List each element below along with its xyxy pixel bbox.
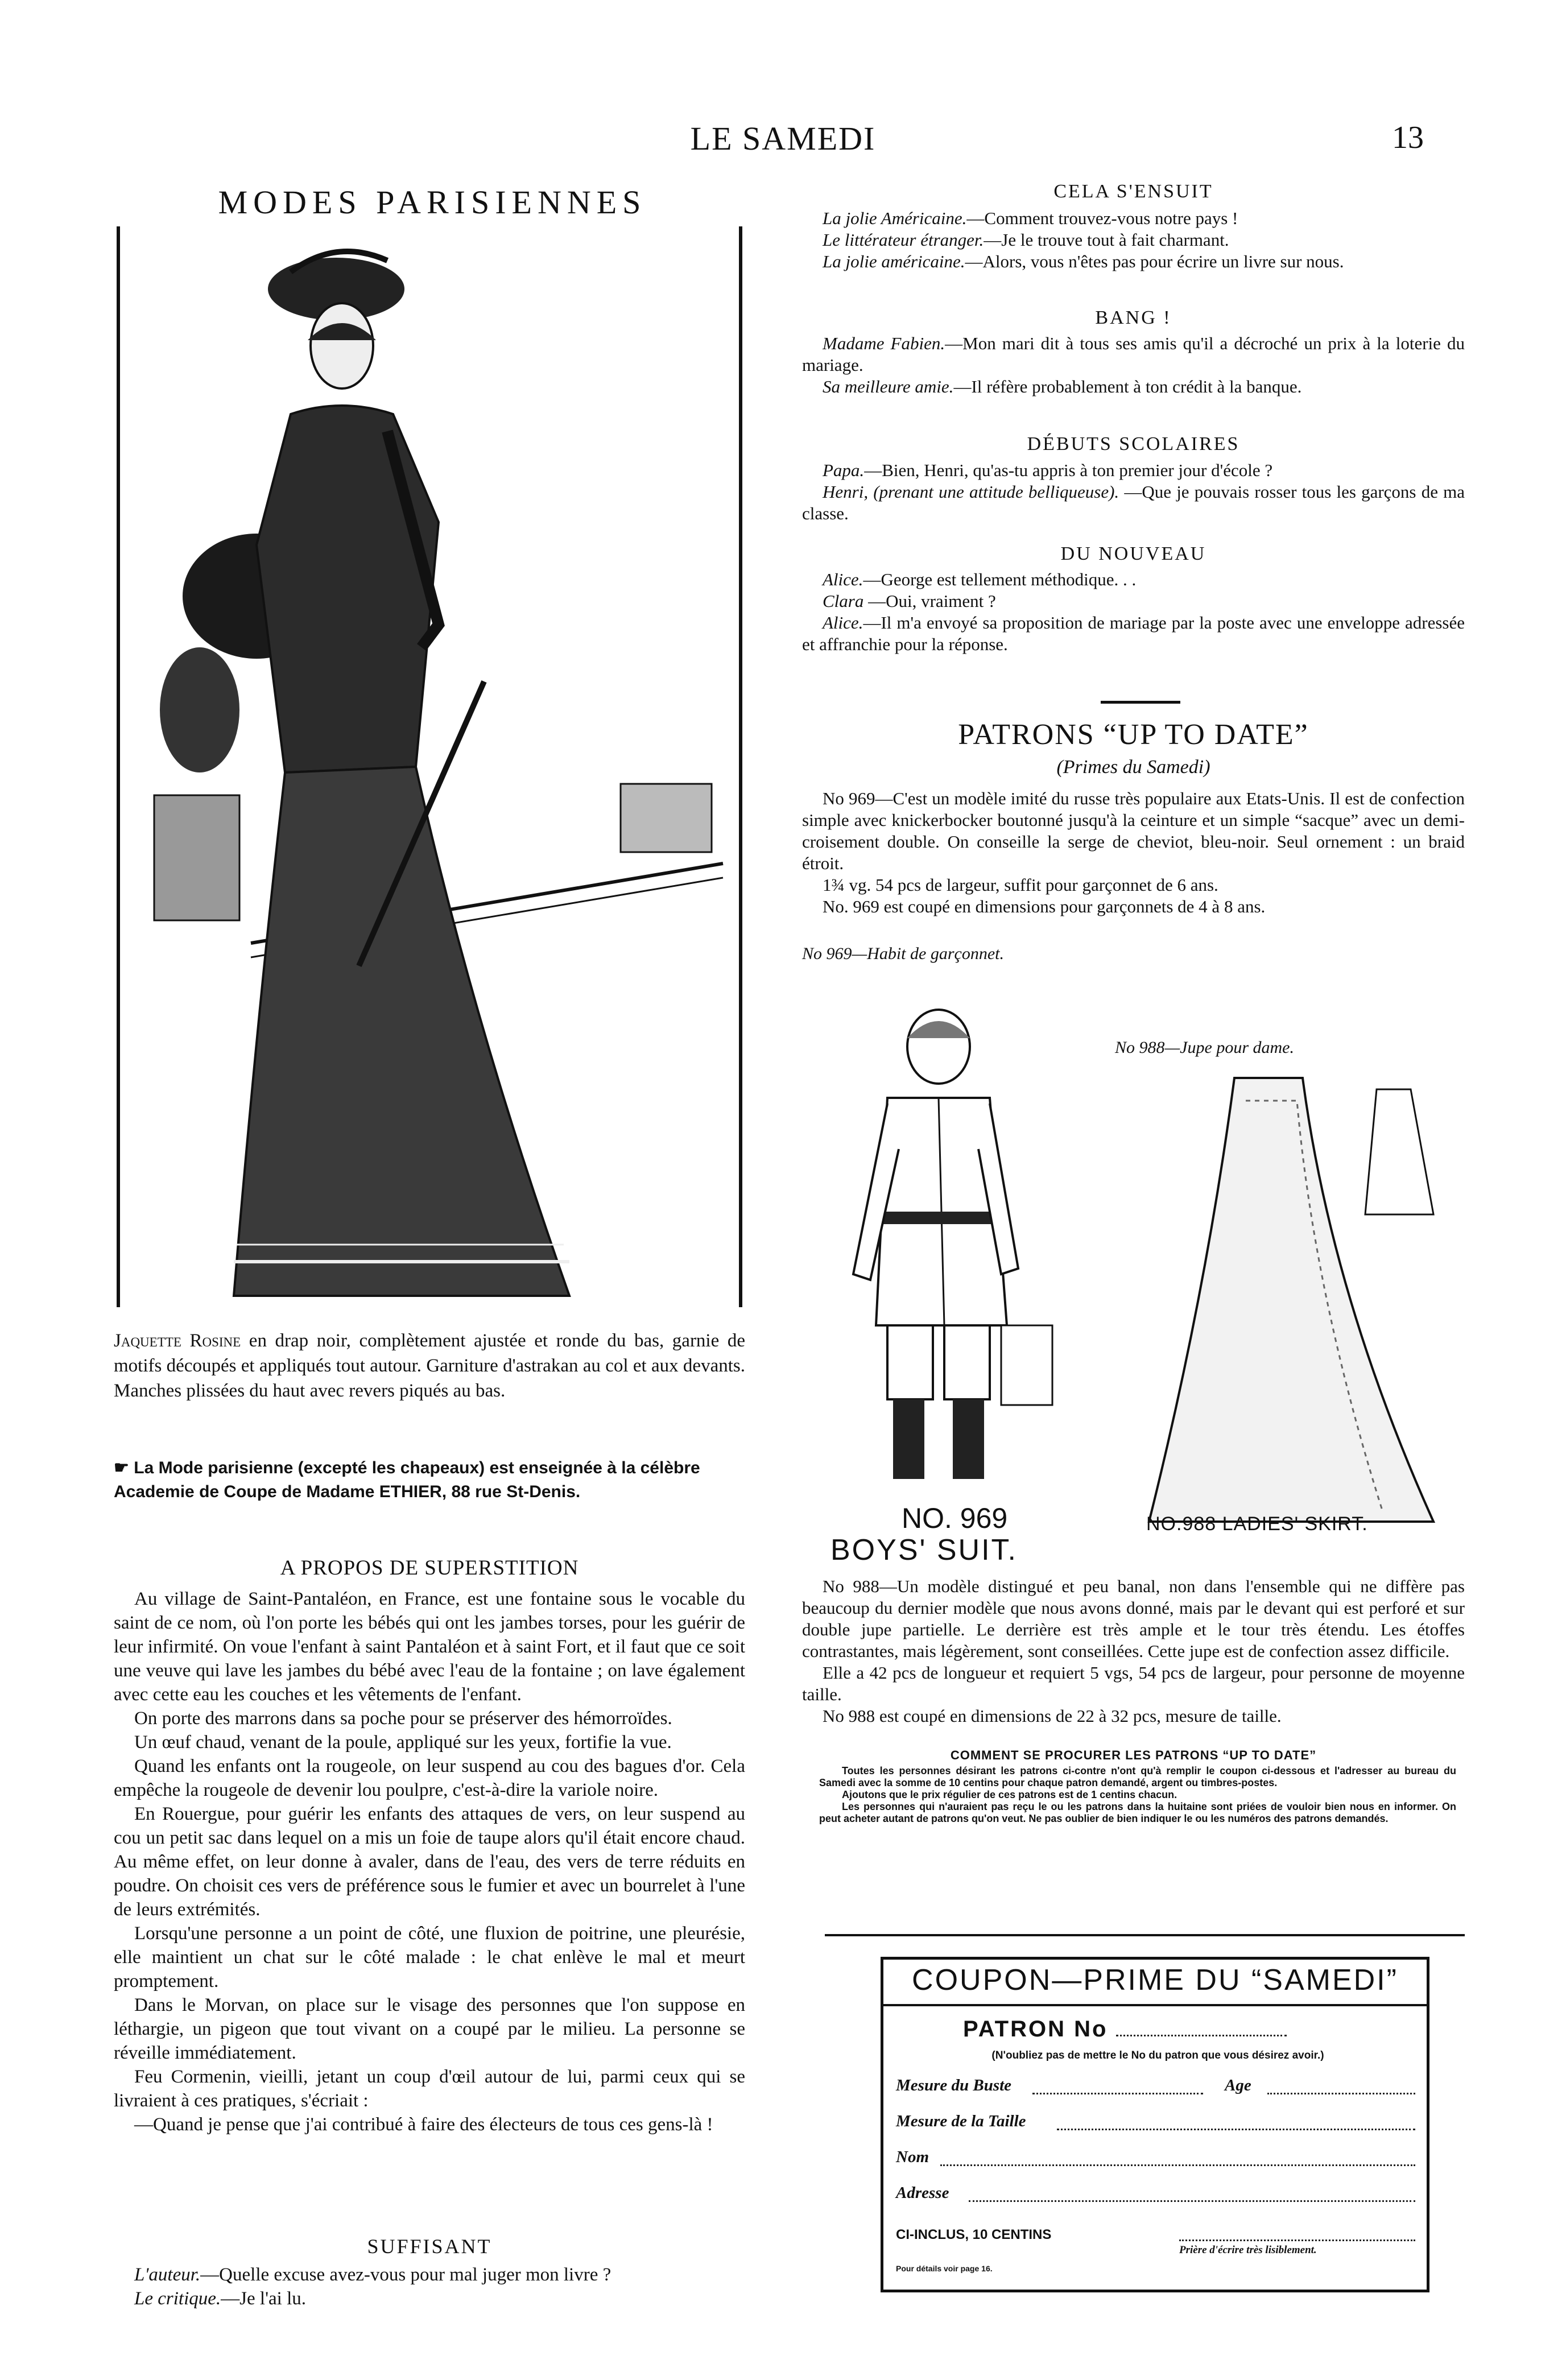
article-paragraph: Au village de Saint-Pantaléon, en France, est une fontaine sous le vocable du saint de ce nom, où l'on porte les bébés qui ont les jambes torses, pour les guérir de leur infirmité. On voue l'enfant à saint Pantaléon et à saint Fort, et il faut que ce soit une veuve qui lave les jambes du bébé avec l'eau de la fontaine ; on lave également avec cette eau les couches et les vêtements de l'enfant. [114,1589,745,1705]
dialogue-line [802,590,1465,612]
suffisant-joke [114,2263,745,2311]
comment-title: COMMENT SE PROCURER LES PATRONS “UP TO DATE” [950,1748,1317,1762]
nouveau-title: DU NOUVEAU [1060,543,1206,564]
dialogue-line [802,251,1465,272]
buste-field[interactable] [1032,2092,1203,2094]
speaker: La jolie américaine. [823,251,965,271]
nom-field[interactable] [940,2163,1415,2166]
patron-number-label [963,2017,1287,2042]
dialogue-line [114,2287,745,2311]
coupon-title: COUPON—PRIME DU “SAMEDI” [912,1964,1398,1997]
cela-title: CELA S'ENSUIT [1053,181,1213,202]
speaker: Alice. [823,569,863,589]
article-paragraph: Quand les enfants ont la rougeole, on leur suspend au cou des bagues d'or. Cela empêche la rougeole de devenir lou poulpre, c'est-à-dire la variole noire. [114,1756,745,1800]
instruction-paragraph: Les personnes qui n'auraient pas reçu le ou les patrons dans la huitaine sont priées de vouloir bien nous en informer. On peut acheter autant de patrons qu'on veut. Ne pas oublier de bien indiquer le ou les numéros des patrons demandés. [819,1801,1456,1824]
ladies-skirt-label: NO.988 LADIES' SKIRT. [1146,1513,1368,1535]
dialogue-line [802,333,1465,376]
bang-joke [802,333,1465,398]
line-text: —Je l'ai lu. [221,2288,306,2309]
skirt-drawing [1115,1067,1490,1544]
no988-description [802,1576,1465,1727]
boys-suit-illustration [830,1007,1069,1490]
bang-title: BANG ! [1095,307,1172,328]
coupon-title-rule [883,2004,1427,2006]
boys-suit-label: BOYS' SUIT. [830,1534,1018,1567]
dialogue-line [802,376,1465,398]
ladies-skirt-illustration [1115,1067,1490,1544]
academie-notice [114,1456,745,1504]
comment-instructions [819,1765,1456,1825]
age-field[interactable] [1267,2092,1415,2094]
article-paragraph: Dans le Morvan, on place sur le visage des personnes que l'on suppose en léthargie, un pigeon que tout vivant on a coupé par le milieu. La personne se réveille immédiatement. [114,1995,745,2063]
article-paragraph: On porte des marrons dans sa poche pour se préserver des hémorroïdes. [134,1708,672,1729]
line-text: —Je le trouve tout à fait charmant. [984,230,1229,250]
speaker: Le littérateur étranger. [823,230,984,250]
article-paragraph: Lorsqu'une personne a un point de côté, une fluxion de poitrine, une pleurésie, elle maintient un chat sur le côté malade : le chat enlève le mal et meurt promptement. [114,1923,745,1991]
debuts-title: DÉBUTS SCOLAIRES [1027,433,1240,454]
line-text: —Comment trouvez-vous notre pays ! [966,208,1238,228]
debuts-joke [802,460,1465,524]
patron-paragraph: No. 969 est coupé en dimensions pour garçonnets de 4 à 8 ans. [823,896,1266,916]
patrons-subtitle: (Primes du Samedi) [1056,757,1210,778]
caption-lead: Jaquette Rosine [114,1331,241,1351]
nouveau-joke [802,569,1465,655]
article-paragraph: Feu Cormenin, vieilli, jetant un coup d'œil autour de lui, parmi ceux qui se livraient à ces pratiques, s'écriait : [114,2067,745,2111]
illustration-caption [114,1328,745,1403]
patron-paragraph: No 988—Un modèle distingué et peu banal, non dans l'ensemble qui ne diffère pas beaucoup du dernier modèle que nous avons donné, mais par le devant qui est perforé et sur double jupe partielle. Le derrière est très ample et le tour très étendu. Les étoffes contrastantes, mais légèrement, sont conseillées. Cette jupe est de confection assez difficile. [802,1576,1465,1661]
speaker: Sa meilleure amie. [823,377,954,396]
speaker: La jolie Américaine. [823,208,967,228]
fig-988-caption: No 988—Jupe pour dame. [1115,1038,1294,1057]
superstition-article [114,1587,745,2137]
line-text: —Oui, vraiment ? [863,591,996,611]
instruction-paragraph: Toutes les personnes désirant les patrons ci-contre n'ont qu'à remplir le coupon ci-dessous et l'adresser au bureau du Samedi avec la somme de 10 centins pour chaque patron demandé, argent ou timbres-postes. [819,1765,1456,1788]
priere-note: Prière d'écrire très lisiblement. [1179,2244,1317,2256]
fashion-illustration [117,226,742,1307]
dialogue-line [802,612,1465,655]
line-text: —Il réfère probablement à ton crédit à la banque. [953,377,1302,396]
superstition-title: A PROPOS DE SUPERSTITION [280,1556,579,1580]
taille-field[interactable] [1057,2127,1415,2130]
patron-paragraph: No 969—C'est un modèle imité du russe très populaire aux Etats-Unis. Il est de confection simple avec knickerbocker boutonné jusqu'à la ceinture et un simple “sacque” avec un demi-croisement double. On conseille la serge de cheviot, bleu-noir. Seul ornement : un braid étroit. [802,788,1465,873]
pointing-hand-icon: ☛ [114,1458,129,1477]
patron-number-field[interactable] [1116,2018,1287,2036]
line-text: —Bien, Henri, qu'as-tu appris à ton premier jour d'école ? [864,460,1273,480]
dialogue-line [802,229,1465,251]
line-text: —Alors, vous n'êtes pas pour écrire un livre sur nous. [965,251,1344,271]
coupon-divider [825,1934,1465,1936]
article-paragraph: —Quand je pense que j'ai contribué à faire des électeurs de tous ces gens-là ! [134,2114,713,2135]
speaker: Papa. [823,460,865,480]
article-paragraph: Un œuf chaud, venant de la poule, appliqué sur les yeux, fortifie la vue. [134,1732,672,1753]
patrons-description [802,788,1465,918]
taille-label: Mesure de la Taille [896,2112,1026,2130]
signature-field[interactable] [1179,2238,1415,2241]
fig-969-caption: No 969—Habit de garçonnet. [802,944,1004,963]
buste-label: Mesure du Buste [896,2076,1012,2094]
coupon-form [881,1957,1429,2292]
details-note: Pour détails voir page 16. [896,2264,993,2273]
modes-title: MODES PARISIENNES [218,184,647,221]
masthead: LE SAMEDI [690,120,876,157]
boy-figure-drawing [830,1007,1069,1490]
speaker: Alice. [823,613,863,633]
caption-text: en drap noir, complètement ajustée et ronde du bas, garnie de motifs découpés et appliqués tout autour. Garniture d'astrakan au col et aux devants. Manches plissées du haut avec revers piqués au bas. [114,1331,745,1401]
adresse-label: Adresse [896,2184,949,2202]
ci-inclus-label: CI-INCLUS, 10 CENTINS [896,2227,1052,2242]
dialogue-line [802,481,1465,524]
patron-number-text: PATRON No [963,2017,1108,2042]
dialogue-line [114,2263,745,2287]
speaker: Clara [823,591,864,611]
patron-note: (N'oubliez pas de mettre le No du patron que vous désirez avoir.) [991,2050,1324,2061]
speaker: Madame Fabien. [823,333,945,353]
suffisant-title: SUFFISANT [367,2235,492,2258]
speaker: L'auteur. [134,2265,201,2285]
instruction-paragraph: Ajoutons que le prix régulier de ces patrons est de 1 centins chacun. [842,1789,1177,1800]
age-label: Age [1225,2076,1251,2094]
patron-paragraph: No 988 est coupé en dimensions de 22 à 32 pcs, mesure de taille. [823,1706,1282,1726]
speaker: Henri, (prenant une attitude belliqueuse). [823,482,1119,502]
dialogue-line [802,460,1465,481]
patron-paragraph: 1¾ vg. 54 pcs de largeur, suffit pour garçonnet de 6 ans. [823,875,1218,895]
academie-text: La Mode parisienne (excepté les chapeaux) est enseignée à la célèbre Academie de Coupe de Madame ETHIER, 88 rue St-Denis. [114,1458,700,1501]
patrons-title: PATRONS “UP TO DATE” [958,718,1309,751]
boys-suit-number: NO. 969 [902,1502,1008,1534]
line-text: —Que je pouvais rosser tous les garçons de ma classe. [802,482,1465,523]
speaker: Le critique. [134,2288,221,2309]
woman-figure-illustration [120,226,739,1307]
dialogue-line [802,208,1465,229]
page-number: 13 [1392,120,1424,155]
nom-label: Nom [896,2148,929,2166]
cela-joke [802,208,1465,272]
patron-paragraph: Elle a 42 pcs de longueur et requiert 5 vgs, 54 pcs de largeur, pour personne de moyenne taille. [802,1663,1465,1704]
dialogue-line [802,569,1465,590]
line-text: —George est tellement méthodique. . . [863,569,1137,589]
line-text: —Il m'a envoyé sa proposition de mariage par la poste avec une enveloppe adressée et affranchie pour la réponse. [802,613,1465,654]
line-text: —Quelle excuse avez-vous pour mal juger mon livre ? [200,2265,611,2285]
adresse-field[interactable] [969,2199,1415,2202]
section-divider [1101,701,1180,704]
line-text: —Mon mari dit à tous ses amis qu'il a décroché un prix à la loterie du mariage. [802,333,1465,375]
article-paragraph: En Rouergue, pour guérir les enfants des attaques de vers, on leur suspend au cou un petit sac dans lequel on a mis un foie de taupe alors qu'il était encore chaud. Au même effet, on leur donne à avaler, dans de l'eau, des vers de terre réduits en poudre. On choisit ces vers de préférence sous le fumier et avec un bourrelet à l'une de leurs extrémités. [114,1804,745,1920]
